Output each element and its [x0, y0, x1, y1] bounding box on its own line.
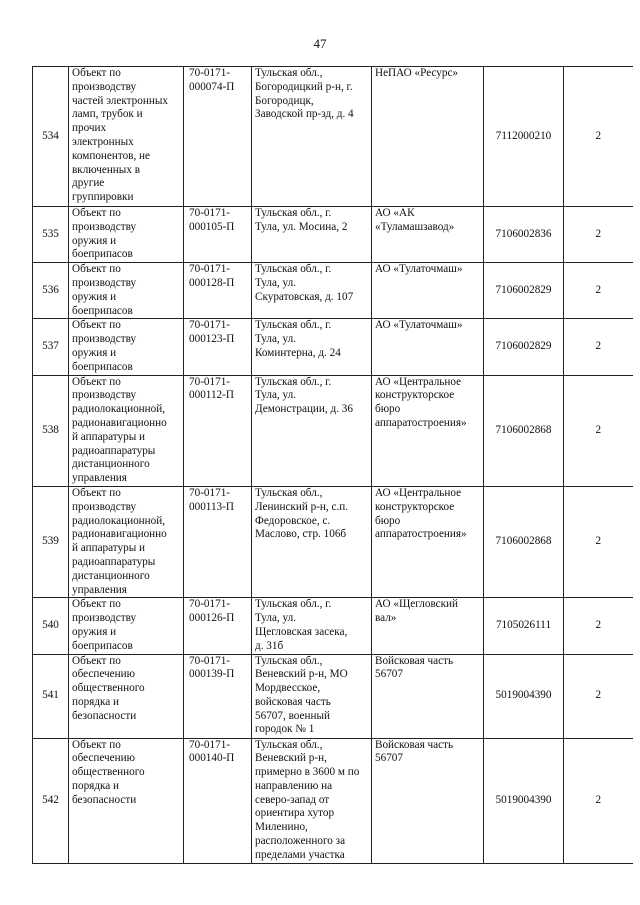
object-name: Объект по производству оружия и боеприпасов: [69, 319, 184, 375]
operator-name: АО «Центральное конструкторское бюро аппаратостроения»: [372, 375, 484, 486]
operator-name: Войсковая часть 56707: [372, 654, 484, 738]
object-code: 70-0171- 000140-П: [184, 738, 252, 863]
table-row: [33, 654, 633, 738]
object-address: Тульская обл., г. Тула, ул. Скуратовская, д. 107: [252, 263, 372, 319]
page-number: 47: [313, 36, 327, 51]
object-code: 70-0171- 000123-П: [184, 319, 252, 375]
object-address: Тульская обл., Ленинский р-н, с.п. Федоровское, с. Маслово, стр. 106б: [252, 486, 372, 597]
object-name: Объект по производству оружия и боеприпасов: [69, 598, 184, 654]
object-address: Тульская обл., Веневский р-н, МО Мордвесское, войсковая часть 56707, военный городок № 1: [252, 654, 372, 738]
object-address: Тульская обл., г. Тула, ул. Щегловская засека, д. 31б: [252, 598, 372, 654]
operator-name: НеПАО «Ресурс»: [372, 67, 484, 207]
operator-name: Войсковая часть 56707: [372, 738, 484, 863]
inn-number: 7106002836: [484, 207, 564, 263]
object-code: 70-0171- 000126-П: [184, 598, 252, 654]
category-value: 2: [564, 486, 633, 597]
object-name: Объект по обеспечению общественного порядка и безопасности: [69, 738, 184, 863]
table-row: [33, 263, 633, 319]
object-name: Объект по обеспечению общественного порядка и безопасности: [69, 654, 184, 738]
table-row: [33, 375, 633, 486]
operator-name: АО «АК «Туламашзавод»: [372, 207, 484, 263]
table-row: [33, 738, 633, 863]
inn-number: 7105026111: [484, 598, 564, 654]
object-address: Тульская обл., г. Тула, ул. Мосина, 2: [252, 207, 372, 263]
object-code: 70-0171- 000113-П: [184, 486, 252, 597]
category-value: 2: [564, 738, 633, 863]
row-number: 537: [33, 319, 69, 375]
row-number: 536: [33, 263, 69, 319]
object-code: 70-0171- 000074-П: [184, 67, 252, 207]
inn-number: 7106002868: [484, 375, 564, 486]
table-row: [33, 598, 633, 654]
object-name: Объект по производству радиолокационной, радионавигационно й аппаратуры и радиоаппаратуры дистанционного управления: [69, 486, 184, 597]
table-row: [33, 486, 633, 597]
category-value: 2: [564, 207, 633, 263]
inn-number: 7112000210: [484, 67, 564, 207]
object-code: 70-0171- 000128-П: [184, 263, 252, 319]
table-row: [33, 67, 633, 207]
operator-name: АО «Щегловский вал»: [372, 598, 484, 654]
operator-name: АО «Центральное конструкторское бюро аппаратостроения»: [372, 486, 484, 597]
row-number: 535: [33, 207, 69, 263]
category-value: 2: [564, 319, 633, 375]
row-number: 540: [33, 598, 69, 654]
operator-name: АО «Тулаточмаш»: [372, 319, 484, 375]
object-address: Тульская обл., Богородицкий р-н, г. Богородицк, Заводской пр-зд, д. 4: [252, 67, 372, 207]
table-row: [33, 207, 633, 263]
row-number: 534: [33, 67, 69, 207]
object-code: 70-0171- 000105-П: [184, 207, 252, 263]
category-value: 2: [564, 67, 633, 207]
object-name: Объект по производству частей электронных ламп, трубок и прочих электронных компонентов, не включенных в другие группировки: [69, 67, 184, 207]
row-number: 539: [33, 486, 69, 597]
row-number: 541: [33, 654, 69, 738]
object-code: 70-0171- 000139-П: [184, 654, 252, 738]
inn-number: 7106002829: [484, 263, 564, 319]
category-value: 2: [564, 598, 633, 654]
object-address: Тульская обл., г. Тула, ул. Демонстрации, д. 36: [252, 375, 372, 486]
inn-number: 5019004390: [484, 738, 564, 863]
category-value: 2: [564, 654, 633, 738]
category-value: 2: [564, 375, 633, 486]
object-name: Объект по производству радиолокационной, радионавигационно й аппаратуры и радиоаппаратуры дистанционного управления: [69, 375, 184, 486]
inn-number: 7106002868: [484, 486, 564, 597]
object-name: Объект по производству оружия и боеприпасов: [69, 263, 184, 319]
inn-number: 7106002829: [484, 319, 564, 375]
registry-table: [32, 66, 633, 864]
row-number: 542: [33, 738, 69, 863]
object-address: Тульская обл., Веневский р-н, примерно в 3600 м по направлению на северо-запад от ориентира хутор Миленино, расположенного за пределами участка: [252, 738, 372, 863]
category-value: 2: [564, 263, 633, 319]
inn-number: 5019004390: [484, 654, 564, 738]
object-name: Объект по производству оружия и боеприпасов: [69, 207, 184, 263]
table-row: [33, 319, 633, 375]
object-address: Тульская обл., г. Тула, ул. Коминтерна, д. 24: [252, 319, 372, 375]
operator-name: АО «Тулаточмаш»: [372, 263, 484, 319]
object-code: 70-0171- 000112-П: [184, 375, 252, 486]
row-number: 538: [33, 375, 69, 486]
